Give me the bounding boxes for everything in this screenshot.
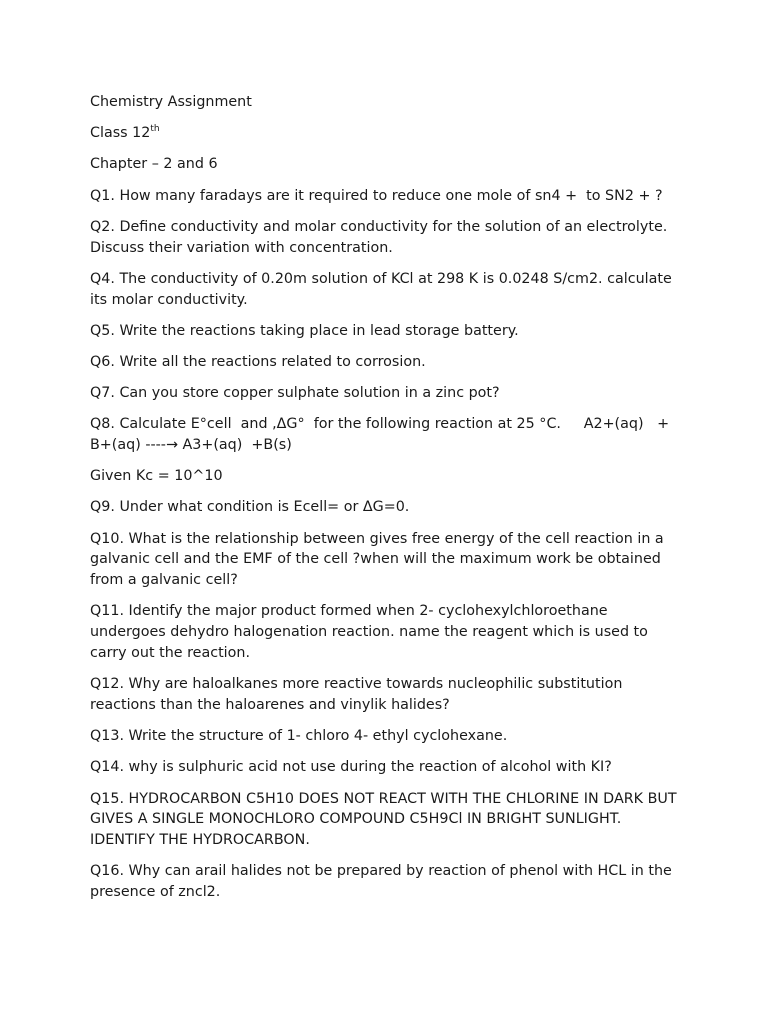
question-14: Q14. why is sulphuric acid not use during the reaction of alcohol with KI? bbox=[90, 759, 612, 776]
question-13: Q13. Write the structure of 1- chloro 4- ethyl cyclohexane. bbox=[90, 728, 508, 745]
question-12: Q12. Why are haloalkanes more reactive towards nucleophilic substitution reactions than the haloarenes and vinylik halides? bbox=[90, 676, 627, 713]
question-9: Q9. Under what condition is Ecell= or ΔG=0. bbox=[90, 499, 410, 516]
class-line bbox=[90, 123, 680, 144]
given-kc-line: Given Kc = 10^10 bbox=[90, 468, 223, 485]
document-title: Chemistry Assignment bbox=[90, 94, 252, 110]
question-15: Q15. HYDROCARBON C5H10 DOES NOT REACT WITH THE CHLORINE IN DARK BUT GIVES A SINGLE MONOCHLORO COMPOUND C5H9Cl IN BRIGHT SUNLIGHT. IDENTIFY THE HYDROCARBON. bbox=[90, 790, 682, 849]
question-16: Q16. Why can arail halides not be prepared by reaction of phenol with HCL in the presence of zncl2. bbox=[90, 863, 677, 901]
document-page bbox=[90, 92, 683, 913]
class-label: Class 12 bbox=[90, 125, 151, 142]
question-1: Q1. How many faradays are it required to reduce one mole of sn4 + to SN2 + ? bbox=[90, 187, 663, 204]
question-2: Q2. Define conductivity and molar conductivity for the solution of an electrolyte. Discuss their variation with concentration. bbox=[90, 218, 672, 256]
question-4: Q4. The conductivity of 0.20m solution of KCl at 298 K is 0.0248 S/cm2. calculate its molar conductivity. bbox=[90, 270, 677, 308]
question-6: Q6. Write all the reactions related to corrosion. bbox=[90, 353, 426, 370]
class-superscript: th bbox=[150, 124, 160, 135]
chapter-line: Chapter – 2 and 6 bbox=[90, 156, 218, 173]
question-11: Q11. Identify the major product formed when 2- cyclohexylchloroethane undergoes dehydro halogenation reaction. name the reagent which is used to carry out the reaction. bbox=[90, 603, 653, 662]
question-5: Q5. Write the reactions taking place in lead storage battery. bbox=[90, 322, 519, 339]
question-7: Q7. Can you store copper sulphate solution in a zinc pot? bbox=[90, 385, 500, 402]
question-10: Q10. What is the relationship between gives free energy of the cell reaction in a galvanic cell and the EMF of the cell ?when will the maximum work be obtained from a galvanic cell? bbox=[90, 530, 669, 589]
question-8: Q8. Calculate E°cell and ,ΔG° for the following reaction at 25 °C. A2+(aq) + B+(aq) ----→ A3+(aq) +B(s) bbox=[90, 416, 683, 454]
